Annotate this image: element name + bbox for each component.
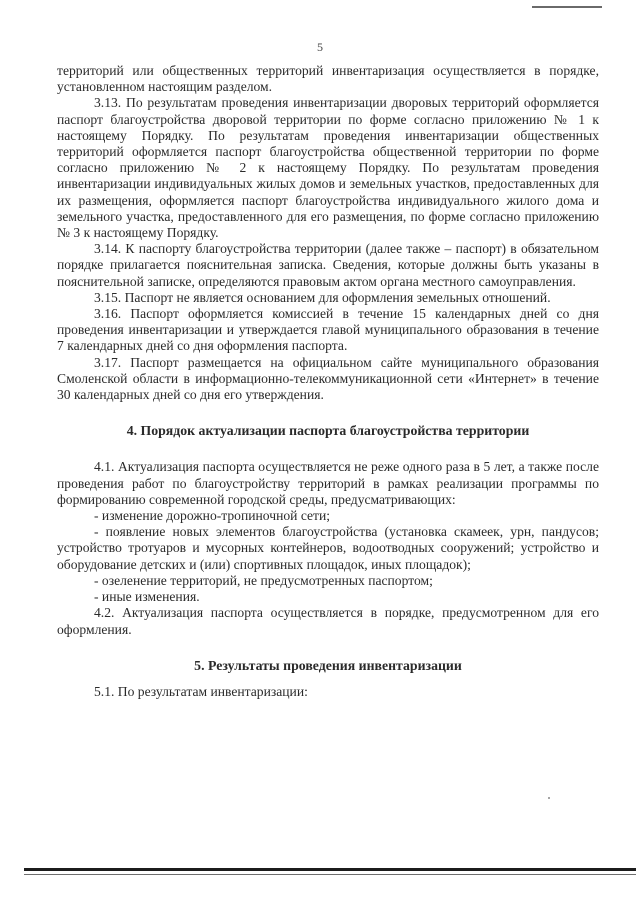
- scan-speck: [548, 797, 550, 799]
- paragraph-3-17: 3.17. Паспорт размещается на официальном сайте муниципального образования Смоленской области в информационно-телекоммуникационной сети «Интернет» в течение 30 календарных дней со дня его утверждения.: [57, 354, 599, 403]
- section-4-heading: 4. Порядок актуализации паспорта благоустройства территории: [126, 423, 530, 439]
- paragraph-4-1: 4.1. Актуализация паспорта осуществляется не реже одного раза в 5 лет, а также после проведения работ по благоустройству территорий в рамках реализации программы по формированию современной городской среды, предусматривающих:: [57, 459, 599, 507]
- paragraph-3-14: 3.14. К паспорту благоустройства территории (далее также – паспорт) в обязательном порядке прилагается пояснительная записка. Сведения, которые должны быть указаны в пояснительной записке, определяются правовым актом органа местного самоуправления.: [57, 241, 599, 289]
- document-body: [57, 63, 599, 700]
- page-number: 5: [317, 40, 323, 54]
- paragraph-3-16: 3.16. Паспорт оформляется комиссией в течение 15 календарных дней со дня проведения инвентаризации и утверждается главой муниципального образования в течение 7 календарных дней со дня оформления паспорта.: [57, 306, 599, 354]
- paragraph-3-15: 3.15. Паспорт не является основанием для оформления земельных отношений.: [94, 289, 551, 305]
- scan-edge-mark: [532, 6, 602, 8]
- scan-bottom-edge: [24, 868, 636, 871]
- list-item: - иные изменения.: [94, 589, 200, 605]
- paragraph-4-2: 4.2. Актуализация паспорта осуществляется в порядке, предусмотренном для его оформления.: [57, 605, 599, 637]
- paragraph-5-1: 5.1. По результатам инвентаризации:: [94, 683, 308, 699]
- paragraph-continuation: территорий или общественных территорий инвентаризация осуществляется в порядке, установленном настоящим разделом.: [57, 63, 599, 95]
- section-5-heading: 5. Результаты проведения инвентаризации: [194, 657, 462, 673]
- list-item: - озеленение территорий, не предусмотренных паспортом;: [94, 572, 433, 588]
- list-item: - появление новых элементов благоустройства (установка скамеек, урн, пандусов; устройство тротуаров и мусорных контейнеров, водоотводных сооружений; устройство и оборудование детских и (или) спортивных площадок, иных площадок);: [57, 524, 599, 572]
- scan-bottom-edge-shadow: [24, 874, 636, 875]
- paragraph-3-13: 3.13. По результатам проведения инвентаризации дворовых территорий оформляется паспорт благоустройства дворовой территории по форме согласно приложению № 1 к настоящему Порядку. По результатам проведения инвентаризации общественных территорий оформляется паспорт благоустройства общественной территории по форме согласно приложению № 2 к настоящему Порядку. По результатам проведения инвентаризации индивидуальных жилых домов и земельных участков, предоставленных для их размещения, оформляется паспорт благоустройства индивидуального жилого дома и земельного участка, предоставленного для его размещения, по форме согласно приложению № 3 к настоящему Порядку.: [57, 95, 599, 241]
- list-item: - изменение дорожно-тропиночной сети;: [94, 508, 331, 524]
